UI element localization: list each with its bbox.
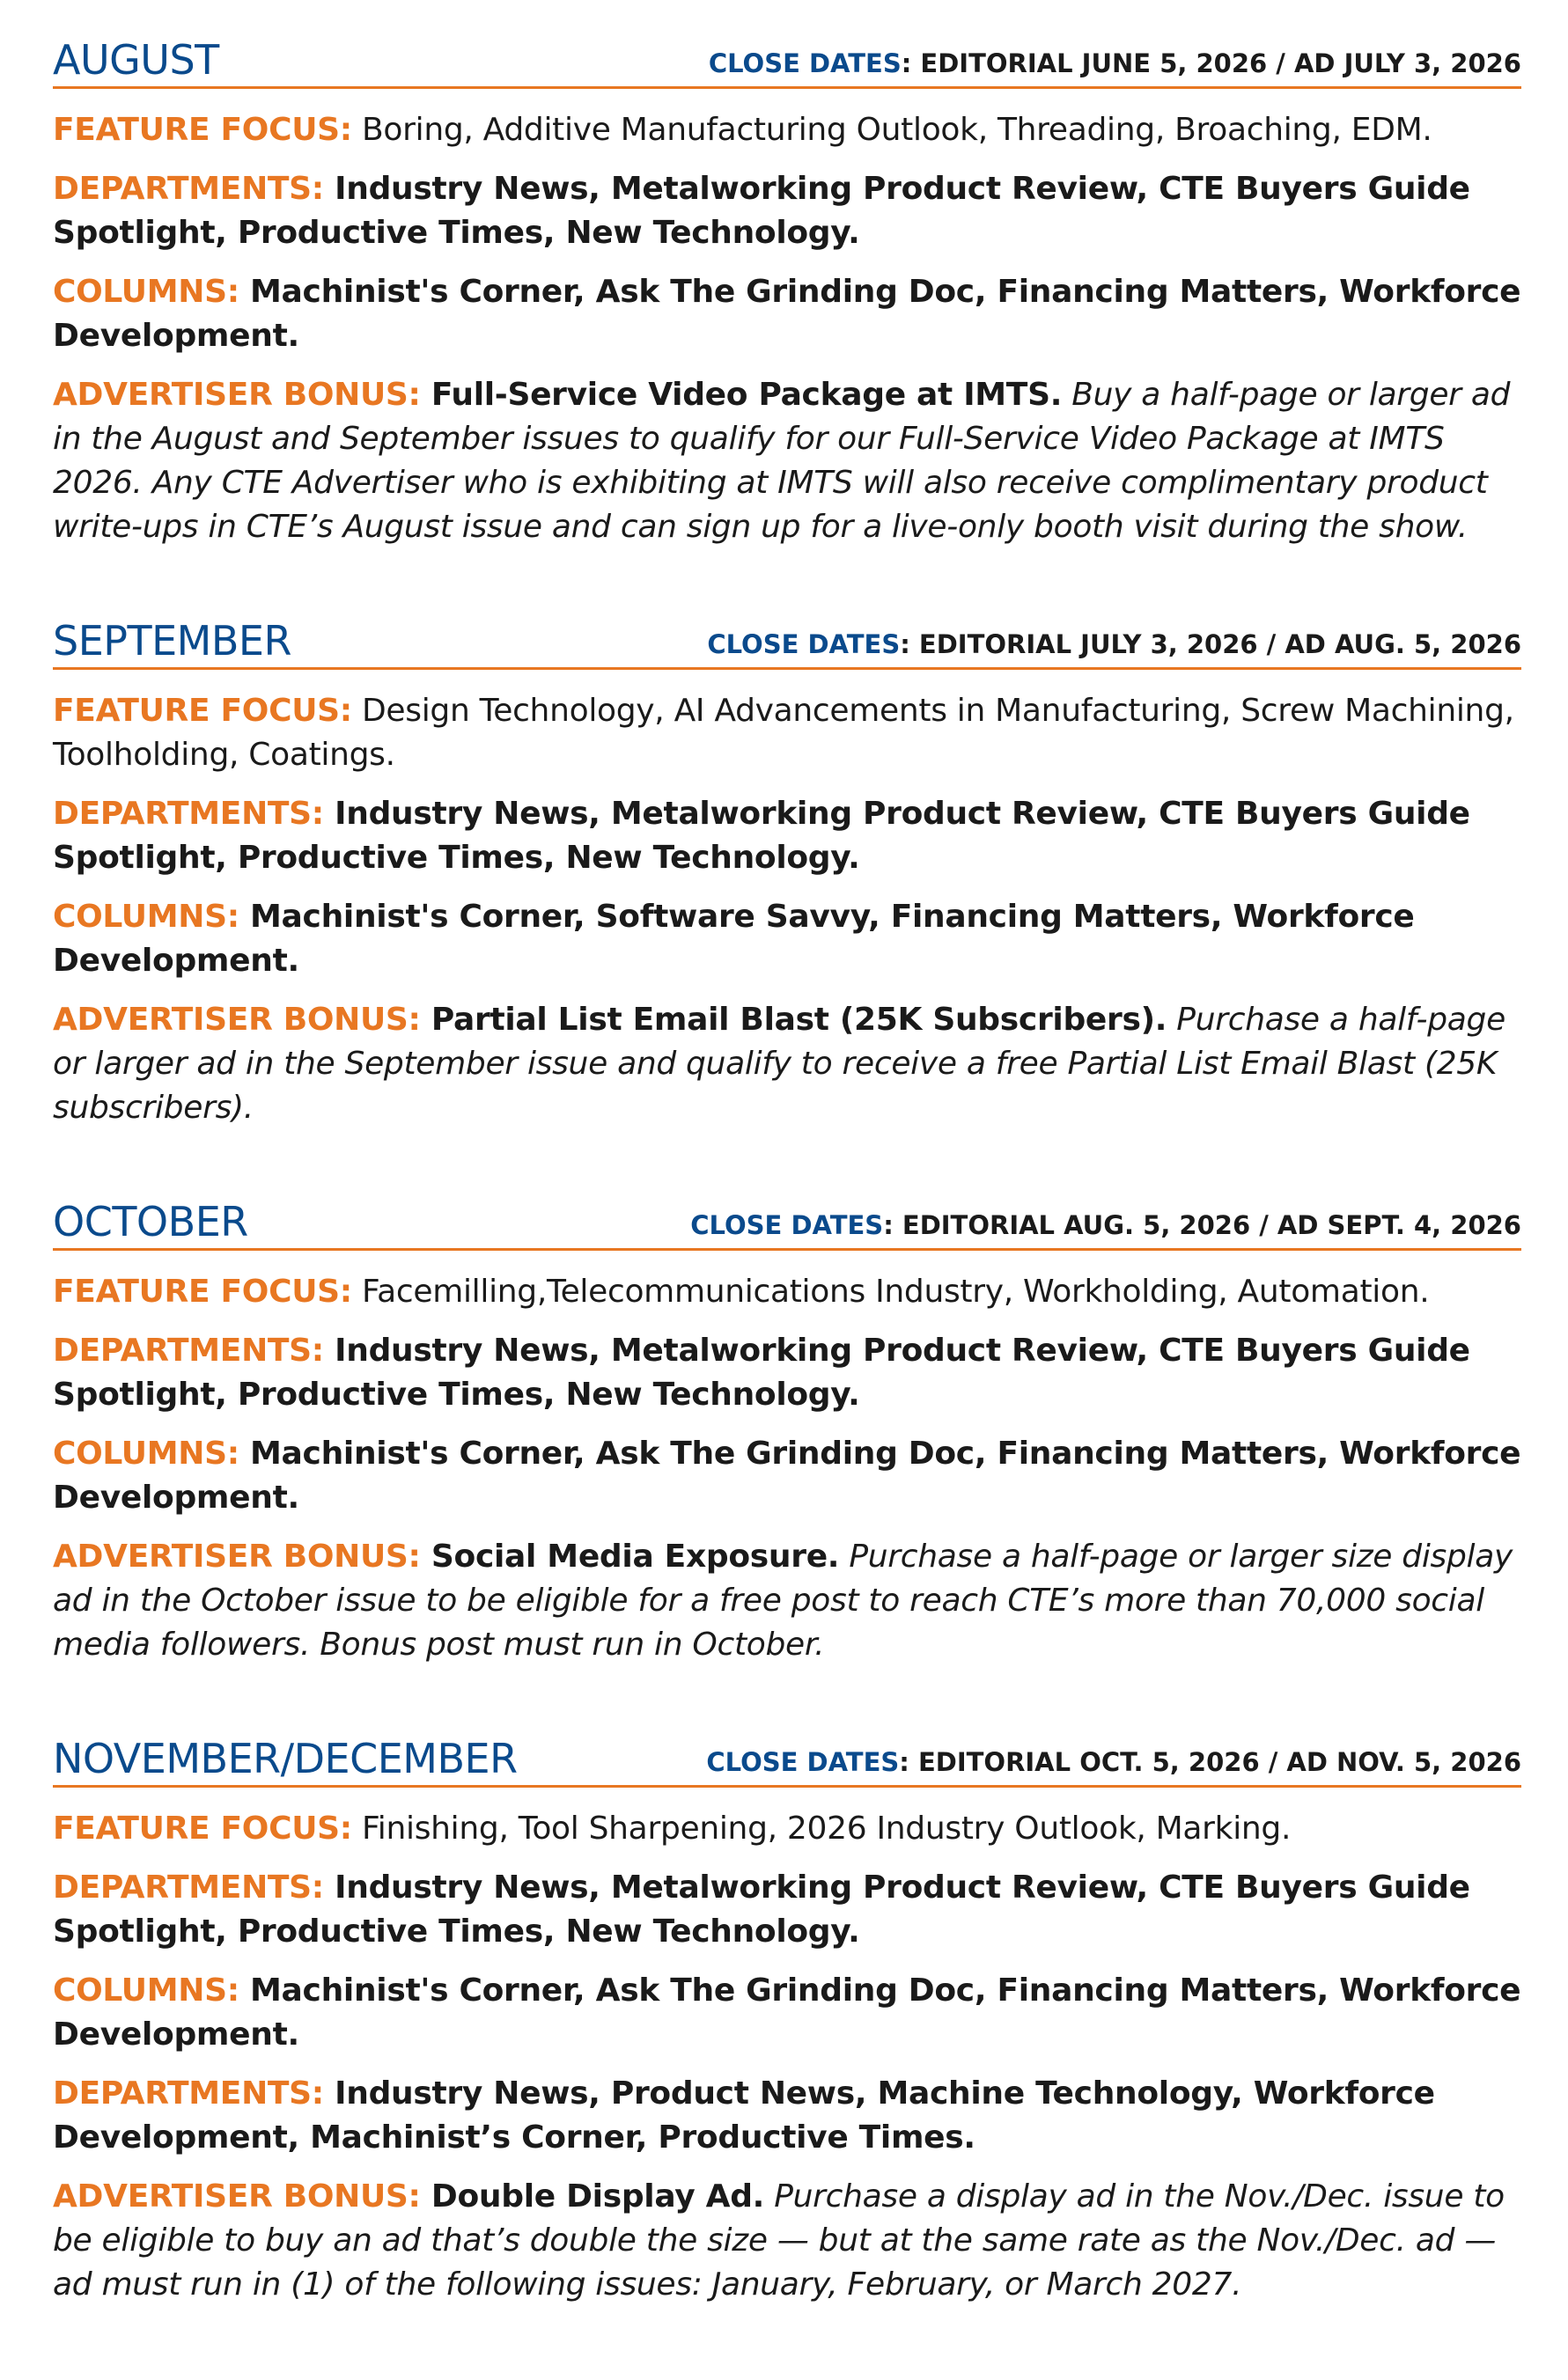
columns [53,1969,1521,2057]
advertiser-bonus-label: ADVERTISER BONUS: [53,377,421,413]
advertiser-bonus-title: Partial List Email Blast (25K Subscribers). [420,1002,1167,1038]
columns-label: COLUMNS: [53,1436,239,1472]
close-dates [690,1209,1521,1245]
month-header [53,37,1521,89]
feature-focus [53,1270,1521,1314]
departments-label: DEPARTMENTS: [53,1869,324,1906]
month-header [53,1736,1521,1788]
close-dates-label: CLOSE DATES [706,1747,900,1777]
feature-focus [53,1807,1521,1851]
departments-secondary [53,2072,1521,2160]
columns [53,895,1521,983]
columns-text: Machinist's Corner, Software Savvy, Financing Matters, Workforce Development. [53,899,1415,979]
departments [53,792,1521,880]
advertiser-bonus-label: ADVERTISER BONUS: [53,2178,421,2215]
departments [53,167,1521,255]
departments-text: Industry News, Metalworking Product Review, CTE Buyers Guide Spotlight, Productive Times, New Technology. [53,1333,1470,1413]
close-dates-label: CLOSE DATES [690,1210,884,1240]
advertiser-bonus-title: Full-Service Video Package at IMTS. [420,377,1063,413]
month-october [53,1199,1521,1667]
close-dates [706,1746,1521,1781]
close-dates-label: CLOSE DATES [707,629,901,659]
feature-focus-text: Design Technology, AI Advancements in Manufacturing, Screw Machining, Toolholding, Coatings. [53,693,1514,773]
columns-label: COLUMNS: [53,1972,239,2009]
columns [53,270,1521,358]
departments-text: Industry News, Metalworking Product Review, CTE Buyers Guide Spotlight, Productive Times, New Technology. [53,171,1470,251]
departments-label: DEPARTMENTS: [53,2075,324,2112]
month-november-december [53,1736,1521,2307]
feature-focus [53,108,1521,152]
month-title: OCTOBER [53,1198,248,1245]
departments-label: DEPARTMENTS: [53,1333,324,1369]
feature-focus-label: FEATURE FOCUS: [53,693,352,729]
advertiser-bonus [53,2175,1521,2307]
advertiser-bonus-description: Purchase a display ad in the Nov./Dec. issue to be eligible to buy an ad that’s double the size — but at the same rate as the Nov./Dec. ad — ad must run in (1) of the following issues: January, February, or March 2027. [53,2178,1505,2303]
departments-text: Industry News, Metalworking Product Review, CTE Buyers Guide Spotlight, Productive Times, New Technology. [53,796,1470,876]
feature-focus [53,689,1521,777]
feature-focus-label: FEATURE FOCUS: [53,1274,352,1310]
advertiser-bonus-description: Buy a half-page or larger ad in the August and September issues to qualify for our Full-Service Video Package at IMTS 2026. Any CTE Advertiser who is exhibiting at IMTS will also receive complimentary product write-ups in CTE’s August issue and can sign up for a live-only booth visit during the show. [53,377,1511,545]
feature-focus-text: Finishing, Tool Sharpening, 2026 Industry Outlook, Marking. [351,1811,1292,1847]
columns-text: Machinist's Corner, Ask The Grinding Doc, Financing Matters, Workforce Development. [53,274,1521,354]
advertiser-bonus-label: ADVERTISER BONUS: [53,1539,421,1575]
month-header [53,1199,1521,1251]
advertiser-bonus [53,1535,1521,1667]
close-dates-value: : EDITORIAL OCT. 5, 2026 / AD NOV. 5, 2026 [899,1747,1521,1777]
month-header [53,618,1521,670]
columns-label: COLUMNS: [53,899,239,935]
advertiser-bonus-label: ADVERTISER BONUS: [53,1002,421,1038]
departments [53,1866,1521,1954]
departments-text: Industry News, Metalworking Product Review, CTE Buyers Guide Spotlight, Productive Times, New Technology. [53,1869,1470,1950]
close-dates-value: : EDITORIAL JULY 3, 2026 / AD AUG. 5, 2026 [900,629,1521,659]
feature-focus-label: FEATURE FOCUS: [53,1811,352,1847]
advertiser-bonus-title: Social Media Exposure. [420,1539,840,1575]
departments-label: DEPARTMENTS: [53,796,324,832]
departments [53,1329,1521,1417]
month-title: AUGUST [53,36,219,84]
close-dates [709,48,1521,83]
advertiser-bonus-description: Purchase a half-page or larger ad in the September issue and qualify to receive a free Partial List Email Blast (25K subscribers). [53,1002,1505,1126]
month-september [53,618,1521,1130]
departments-label: DEPARTMENTS: [53,171,324,207]
close-dates-value: : EDITORIAL JUNE 5, 2026 / AD JULY 3, 2026 [901,48,1521,78]
columns-label: COLUMNS: [53,274,239,310]
columns [53,1432,1521,1520]
month-title: SEPTEMBER [53,617,291,665]
advertiser-bonus [53,373,1521,549]
close-dates-label: CLOSE DATES [708,48,902,78]
month-august [53,37,1521,549]
columns-text: Machinist's Corner, Ask The Grinding Doc, Financing Matters, Workforce Development. [53,1972,1521,2053]
advertiser-bonus [53,998,1521,1130]
feature-focus-text: Facemilling,Telecommunications Industry, Workholding, Automation. [351,1274,1430,1310]
feature-focus-text: Boring, Additive Manufacturing Outlook, Threading, Broaching, EDM. [351,112,1432,148]
columns-text: Machinist's Corner, Ask The Grinding Doc, Financing Matters, Workforce Development. [53,1436,1521,1516]
departments-text: Industry News, Product News, Machine Technology, Workforce Development, Machinist’s Corner, Productive Times. [53,2075,1435,2156]
month-title: NOVEMBER/DECEMBER [53,1735,518,1782]
advertiser-bonus-description: Purchase a half-page or larger size display ad in the October issue to be eligible for a free post to reach CTE’s more than 70,000 social media followers. Bonus post must run in October. [53,1539,1513,1663]
close-dates [707,628,1521,664]
feature-focus-label: FEATURE FOCUS: [53,112,352,148]
close-dates-value: : EDITORIAL AUG. 5, 2026 / AD SEPT. 4, 2026 [883,1210,1521,1240]
advertiser-bonus-title: Double Display Ad. [420,2178,765,2215]
